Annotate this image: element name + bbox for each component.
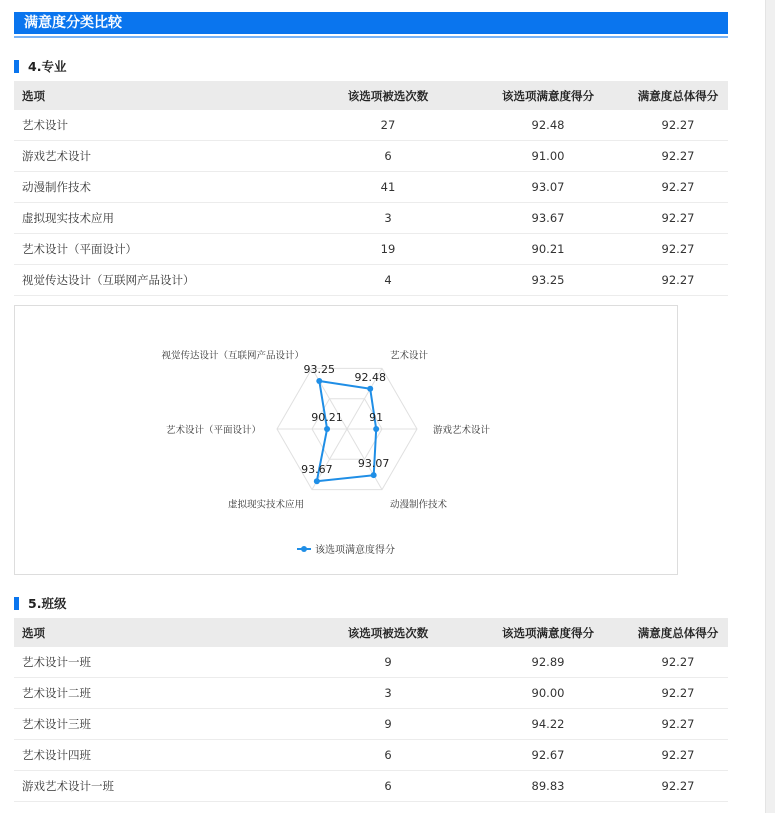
column-header: 该选项被选次数 [308,81,468,110]
table-cell: 艺术设计（平面设计） [14,234,308,265]
table-cell: 27 [308,110,468,141]
table-cell: 艺术设计二班 [14,678,308,709]
legend-marker-icon [301,546,307,552]
column-header: 该选项被选次数 [308,618,468,647]
section-class-title: 5.班级 [28,596,67,611]
table-cell: 92.27 [628,771,728,802]
column-header: 选项 [14,81,308,110]
table-cell: 92.27 [628,709,728,740]
radar-axis-label: 动漫制作技术 [390,499,448,511]
table-cell: 91.00 [468,141,628,172]
table-cell: 92.48 [468,110,628,141]
table-cell: 艺术设计四班 [14,740,308,771]
table-row [14,678,728,709]
radar-axis-label: 艺术设计 [390,350,429,362]
table-cell: 9 [308,647,468,678]
major-table [14,81,728,296]
table-row [14,110,728,141]
table-cell: 92.27 [628,172,728,203]
table-row [14,172,728,203]
radar-point [373,426,379,432]
table-cell: 90.21 [468,234,628,265]
table-row [14,203,728,234]
table-cell: 92.27 [628,647,728,678]
table-cell: 3 [308,678,468,709]
table-cell: 3 [308,203,468,234]
table-cell: 视觉传达设计（互联网产品设计） [14,265,308,296]
radar-axis-label: 虚拟现实技术应用 [227,499,304,511]
table-cell: 92.27 [628,141,728,172]
radar-chart [14,305,678,575]
table-header-row [14,81,728,110]
table-cell: 9 [308,709,468,740]
radar-value-label: 93.25 [303,363,336,377]
table-cell: 89.83 [468,771,628,802]
table-cell: 虚拟现实技术应用 [14,203,308,234]
class-table [14,618,728,802]
column-header: 选项 [14,618,308,647]
table-cell: 94.22 [468,709,628,740]
banner-title: 满意度分类比较 [14,12,728,34]
table-cell: 90.00 [468,678,628,709]
radar-value-label: 92.48 [354,370,386,384]
table-cell: 93.25 [468,265,628,296]
legend-label: 该选项满意度得分 [315,545,395,556]
banner-divider [14,36,728,38]
section-marker [14,597,19,610]
table-cell: 游戏艺术设计一班 [14,771,308,802]
table-cell: 艺术设计一班 [14,647,308,678]
table-cell: 19 [308,234,468,265]
radar-value-label: 90.21 [311,411,343,424]
table-cell: 93.07 [468,172,628,203]
table-cell: 动漫制作技术 [14,172,308,203]
section-marker [14,60,19,73]
radar-value-label: 91 [369,411,384,424]
table-cell: 92.89 [468,647,628,678]
section-class-heading [14,595,728,611]
table-row [14,234,728,265]
table-cell: 92.27 [628,203,728,234]
report-page [14,12,728,802]
table-cell: 6 [308,740,468,771]
table-row [14,647,728,678]
radar-value-label: 93.07 [357,457,390,471]
radar-point [367,386,373,392]
radar-value-label: 93.67 [301,463,333,477]
table-row [14,141,728,172]
table-cell: 6 [308,771,468,802]
table-cell: 92.27 [628,110,728,141]
table-cell: 游戏艺术设计 [14,141,308,172]
table-cell: 92.27 [628,234,728,265]
column-header: 该选项满意度得分 [468,618,628,647]
table-row [14,771,728,802]
radar-axis-label: 游戏艺术设计 [433,425,491,436]
section-major-heading [14,58,728,74]
radar-axis-label: 视觉传达设计（互联网产品设计） [161,350,304,362]
radar-svg [15,306,677,574]
radar-point [324,426,330,432]
table-cell: 93.67 [468,203,628,234]
column-header: 该选项满意度得分 [468,81,628,110]
table-row [14,709,728,740]
vertical-scrollbar[interactable] [765,0,775,813]
table-cell: 92.27 [628,740,728,771]
table-cell: 4 [308,265,468,296]
table-row [14,740,728,771]
table-row [14,265,728,296]
table-cell: 92.27 [628,678,728,709]
table-cell: 92.27 [628,265,728,296]
radar-point [314,478,320,484]
column-header: 满意度总体得分 [628,618,728,647]
radar-axis-label: 艺术设计（平面设计） [165,425,261,436]
table-cell: 艺术设计 [14,110,308,141]
column-header: 满意度总体得分 [628,81,728,110]
table-cell: 6 [308,141,468,172]
table-header-row [14,618,728,647]
table-cell: 92.67 [468,740,628,771]
section-major-title: 4.专业 [28,59,67,74]
table-cell: 艺术设计三班 [14,709,308,740]
radar-point [371,472,377,478]
radar-point [316,378,322,384]
table-cell: 41 [308,172,468,203]
